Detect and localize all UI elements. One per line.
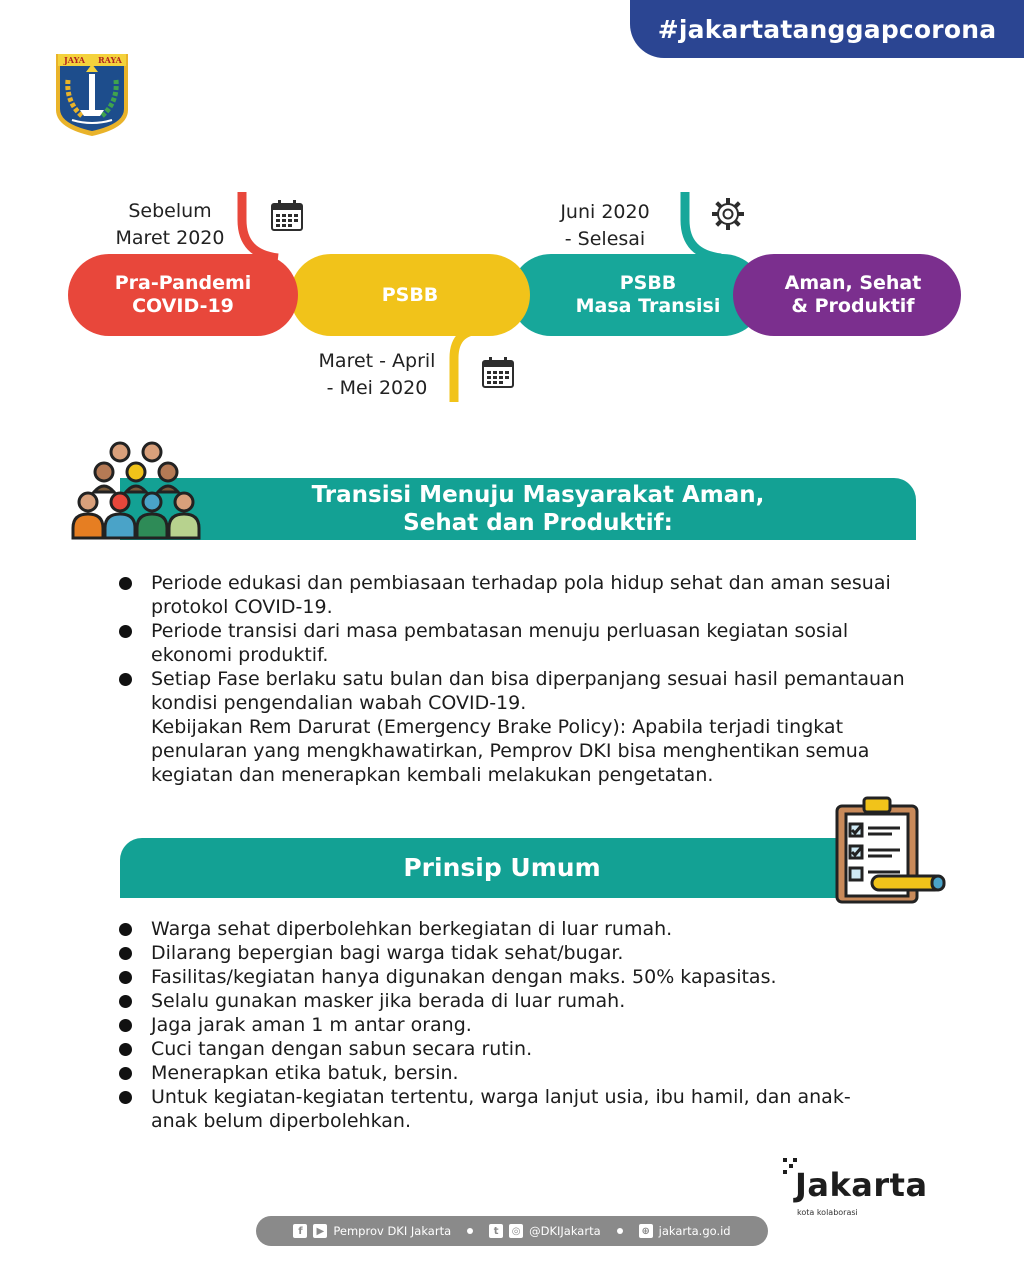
phase-pra-pandemi — [68, 254, 298, 336]
crowd-people-icon — [70, 440, 204, 542]
emblem-label-left: JAYA — [64, 55, 85, 65]
date-psbb — [302, 348, 452, 402]
youtube-icon[interactable]: ▶ — [313, 1224, 327, 1238]
hashtag-text: #jakartatanggapcorona — [657, 14, 997, 44]
list-item-text: Periode edukasi dan pembiasaan terhadap pola hidup sehat dan aman sesuai protokol COVID-19. — [151, 572, 891, 618]
list-item-text: Cuci tangan dengan sabun secara rutin. — [151, 1038, 533, 1060]
phase-label: Aman, Sehat — [784, 272, 922, 294]
list-item-text: Dilarang bepergian bagi warga tidak sehat/bugar. — [151, 942, 624, 964]
twitter-icon[interactable]: t — [489, 1224, 503, 1238]
jakarta-emblem-logo — [52, 50, 132, 138]
phase-label: Pra-Pandemi — [114, 272, 252, 294]
list-item-text: Periode transisi dari masa pembatasan menuju perluasan kegiatan sosial ekonomi produktif. — [151, 620, 849, 666]
emblem-label-right: RAYA — [98, 55, 122, 65]
footer-social-bar — [256, 1216, 768, 1246]
transisi-bullet-list — [119, 571, 919, 787]
list-item — [119, 1013, 879, 1037]
list-item — [119, 917, 879, 941]
list-item — [119, 1037, 879, 1061]
footer-twitter-instagram-handle[interactable]: @DKIJakarta — [529, 1224, 601, 1238]
section-title-line: Transisi Menuju Masyarakat Aman, — [311, 482, 765, 508]
date-line: - Mei 2020 — [326, 377, 428, 399]
phase-psbb-transisi — [510, 254, 764, 336]
date-line: Sebelum — [128, 200, 212, 222]
date-line: - Selesai — [564, 228, 646, 250]
facebook-icon[interactable]: f — [293, 1224, 307, 1238]
date-line: Maret 2020 — [115, 227, 225, 249]
date-line: Maret - April — [318, 350, 436, 372]
prinsip-bullet-list — [119, 917, 879, 1133]
footer-facebook-youtube-handle[interactable]: Pemprov DKI Jakarta — [333, 1224, 452, 1238]
brand-tagline: kota kolaborasi — [797, 1208, 858, 1217]
list-item — [119, 1085, 879, 1133]
emergency-brake-note: Kebijakan Rem Darurat (Emergency Brake Policy): Apabila terjadi tingkat penularan yang mengkhawatirkan, Pemprov DKI bisa menghentikan semua kegiatan dan menerapkan kembali melakukan pengetatan. — [151, 716, 870, 786]
list-item — [119, 571, 919, 619]
list-item-text: Selalu gunakan masker jika berada di luar rumah. — [151, 990, 626, 1012]
list-item-text: Setiap Fase berlaku satu bulan dan bisa diperpanjang sesuai hasil pemantauan kondisi pengendalian wabah COVID-19. — [151, 668, 905, 714]
list-item — [119, 989, 879, 1013]
list-item-text: Warga sehat diperbolehkan berkegiatan di luar rumah. — [151, 918, 673, 940]
section-transisi-header — [120, 478, 916, 540]
phase-label: PSBB — [381, 283, 439, 306]
hashtag-banner — [630, 0, 1024, 58]
section-prinsip-header — [120, 838, 884, 898]
instagram-icon[interactable]: ◎ — [509, 1224, 523, 1238]
phase-label: & Produktif — [791, 295, 915, 317]
phase-label: PSBB — [619, 272, 677, 294]
date-pre-pandemi — [100, 198, 240, 252]
date-line: Juni 2020 — [560, 201, 650, 223]
clipboard-checklist-icon — [834, 792, 950, 906]
list-item-text: Jaga jarak aman 1 m antar orang. — [151, 1014, 472, 1036]
calendar-icon — [481, 356, 515, 390]
list-item — [119, 941, 879, 965]
list-item — [119, 667, 919, 787]
list-item-text: Fasilitas/kegiatan hanya digunakan dengan maks. 50% kapasitas. — [151, 966, 777, 988]
footer-separator — [617, 1228, 623, 1234]
list-item-text: Untuk kegiatan-kegiatan tertentu, warga lanjut usia, ibu hamil, dan anak-anak belum diperbolehkan. — [151, 1086, 851, 1132]
phase-label: Masa Transisi — [575, 295, 721, 317]
globe-icon[interactable]: ⊕ — [639, 1224, 653, 1238]
section-title-line: Sehat dan Produktif: — [403, 510, 673, 536]
footer-separator — [467, 1228, 473, 1234]
list-item — [119, 619, 919, 667]
phase-label: COVID-19 — [132, 295, 234, 317]
list-item — [119, 965, 879, 989]
jakarta-brand-logo — [783, 1158, 933, 1222]
section-title: Prinsip Umum — [403, 853, 601, 882]
calendar-icon — [270, 199, 304, 233]
brand-wordmark: Jakarta — [795, 1166, 928, 1204]
list-item-text: Menerapkan etika batuk, bersin. — [151, 1062, 459, 1084]
footer-website-link[interactable]: jakarta.go.id — [658, 1224, 731, 1238]
phase-aman-sehat-produktif — [733, 254, 961, 336]
list-item — [119, 1061, 879, 1085]
gear-icon — [711, 197, 745, 231]
date-transisi — [540, 199, 670, 253]
phase-psbb — [290, 254, 530, 336]
